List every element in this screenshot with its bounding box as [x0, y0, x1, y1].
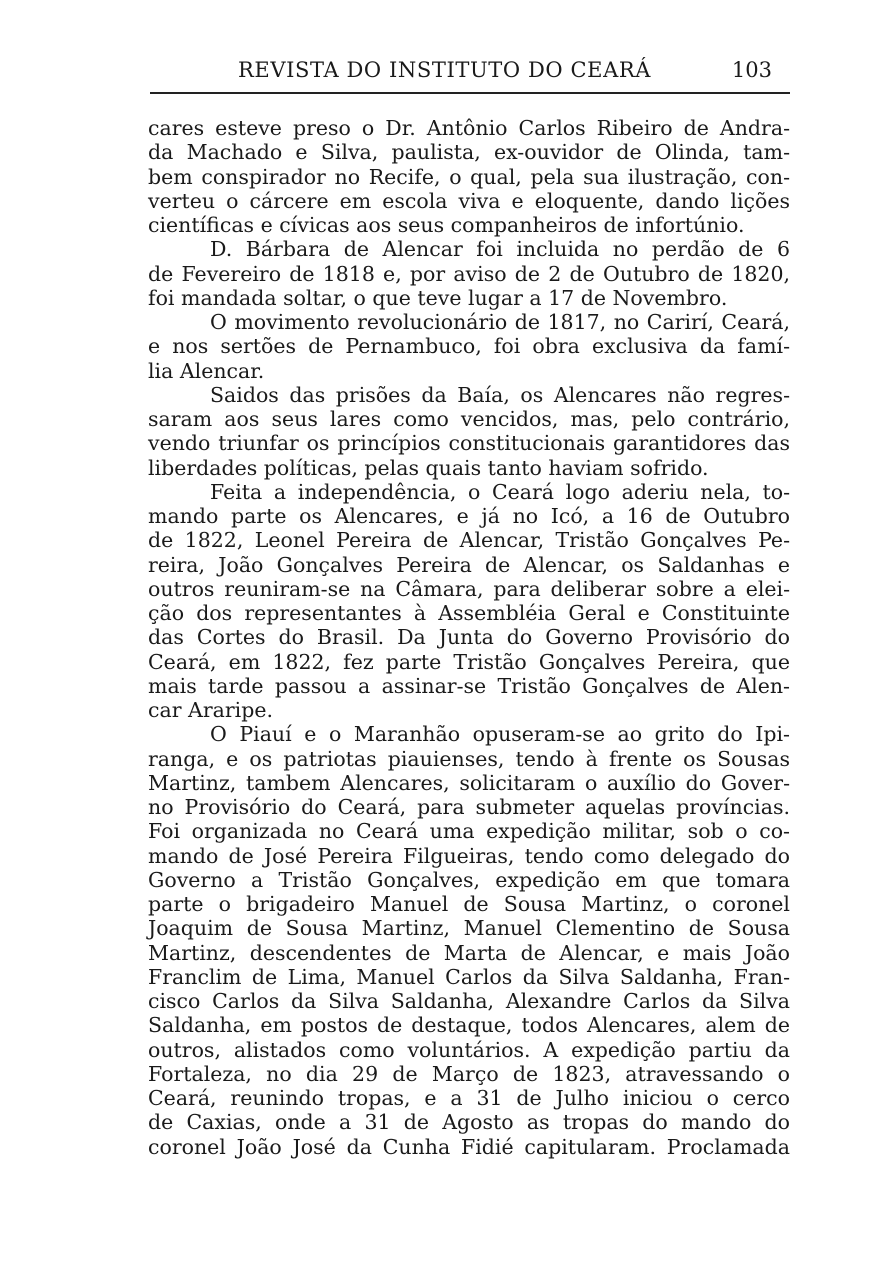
- text-line: cisco Carlos da Silva Saldanha, Alexandre Carlos da Silva: [148, 989, 790, 1013]
- text-line: mando de José Pereira Filgueiras, tendo como delegado do: [148, 843, 790, 868]
- text-line: Franclim de Lima, Manuel Carlos da Silva Saldanha, Fran-: [148, 964, 790, 989]
- text-line: foi mandada soltar, o que teve lugar a 17 de Novembro.: [148, 285, 728, 310]
- text-line: Foi organizada no Ceará uma expedição militar, sob o co-: [148, 819, 790, 844]
- text-line: outros reuniram-se na Câmara, para deliberar sobre a elei-: [148, 576, 790, 601]
- text-line: vendo triunfar os princípios constitucionais garantidores das: [148, 431, 790, 456]
- text-line: lia Alencar.: [148, 358, 265, 383]
- text-line: reira, João Gonçalves Pereira de Alencar, os Saldanhas e: [148, 552, 790, 577]
- text-line: O movimento revolucionário de 1817, no Carirí, Ceará,: [210, 310, 790, 334]
- text-line: ranga, e os patriotas piauienses, tendo à frente os Sousas: [148, 746, 790, 771]
- text-line: de Caxias, onde a 31 de Agosto as tropas do mando do: [148, 1110, 790, 1135]
- body-text: [148, 116, 790, 1159]
- text-line: e nos sertões de Pernambuco, foi obra exclusiva da famí-: [148, 334, 790, 359]
- text-line: O Piauí e o Maranhão opuseram-se ao grito do Ipi-: [210, 722, 790, 747]
- text-line: car Araripe.: [148, 698, 273, 722]
- text-line: Joaquim de Sousa Martinz, Manuel Clementino de Sousa: [148, 916, 790, 941]
- text-line: das Cortes do Brasil. Da Junta do Governo Provisório do: [148, 625, 790, 650]
- text-line: parte o brigadeiro Manuel de Sousa Martinz, o coronel: [148, 892, 790, 916]
- text-line: no Provisório do Ceará, para submeter aquelas províncias.: [148, 795, 790, 819]
- text-line: outros, alistados como voluntários. A expedição partiu da: [148, 1037, 790, 1062]
- text-line: Ceará, reunindo tropas, e a 31 de Julho iniciou o cerco: [148, 1086, 790, 1110]
- text-line: ção dos representantes à Assembléia Geral e Constituinte: [148, 601, 790, 625]
- text-line: Saidos das prisões da Baía, os Alencares não regres-: [210, 382, 790, 407]
- text-line: Ceará, em 1822, fez parte Tristão Gonçalves Pereira, que: [148, 649, 790, 674]
- text-line: mais tarde passou a assinar-se Tristão Gonçalves de Alen-: [148, 673, 790, 698]
- text-line: bem conspirador no Recife, o qual, pela sua ilustração, con-: [148, 164, 790, 189]
- text-line: liberdades políticas, pelas quais tanto haviam sofrido.: [148, 455, 709, 480]
- text-line: Governo a Tristão Gonçalves, expedição em que tomara: [148, 867, 790, 892]
- text-line: Saldanha, em postos de destaque, todos Alencares, alem de: [148, 1013, 790, 1038]
- text-line: Martinz, descendentes de Marta de Alencar, e mais João: [148, 940, 790, 965]
- text-line: Feita a independência, o Ceará logo aderiu nela, to-: [210, 479, 790, 504]
- text-line: saram aos seus lares como vencidos, mas, pelo contrário,: [148, 407, 790, 431]
- text-line: Martinz, tambem Alencares, solicitaram o auxílio do Gover-: [148, 770, 790, 795]
- text-line: de Fevereiro de 1818 e, por aviso de 2 de Outubro de 1820,: [148, 261, 790, 286]
- text-line: Fortaleza, no dia 29 de Março de 1823, atravessando o: [148, 1061, 790, 1086]
- text-line: verteu o cárcere em escola viva e eloquente, dando lições: [148, 188, 790, 213]
- text-line: da Machado e Silva, paulista, ex-ouvidor de Olinda, tam-: [148, 140, 790, 165]
- text-line: mando parte os Alencares, e já no Icó, a 16 de Outubro: [148, 504, 790, 528]
- text-line: científicas e cívicas aos seus companheiros de infortúnio.: [148, 213, 745, 237]
- text-line: de 1822, Leonel Pereira de Alencar, Tristão Gonçalves Pe-: [148, 528, 790, 553]
- page-number: 103: [731, 58, 772, 82]
- text-line: cares esteve preso o Dr. Antônio Carlos Ribeiro de Andra-: [148, 116, 790, 140]
- text-line: D. Bárbara de Alencar foi incluida no perdão de 6: [210, 237, 790, 262]
- page-header: [150, 58, 790, 94]
- text-line: coronel João José da Cunha Fidié capitularam. Proclamada: [148, 1134, 790, 1159]
- running-title: REVISTA DO INSTITUTO DO CEARÁ: [238, 58, 652, 82]
